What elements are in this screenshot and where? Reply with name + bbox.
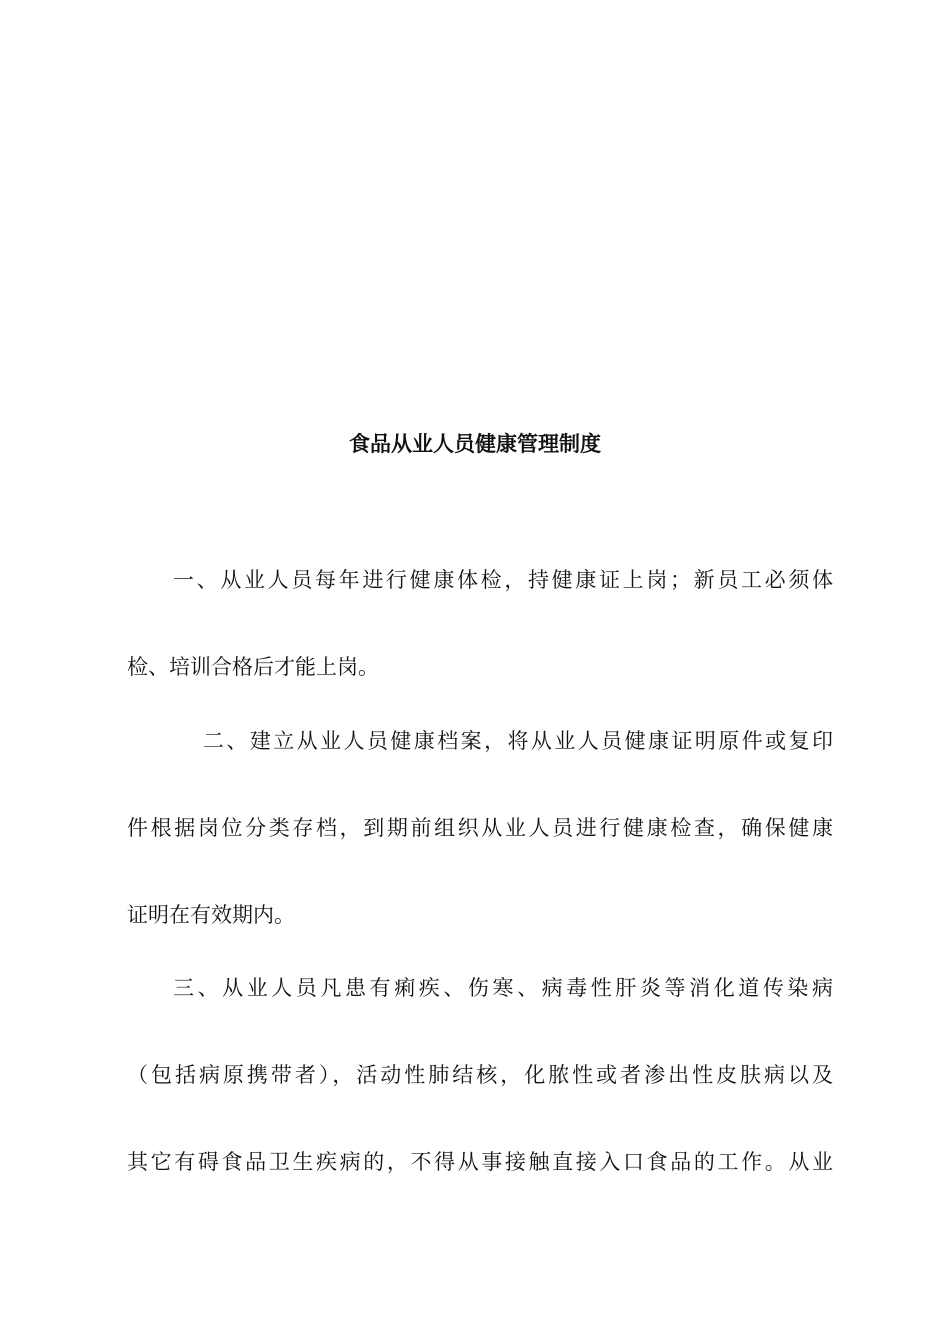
paragraph-3-line-2: （包括病原携带者），活动性肺结核，化脓性或者渗出性皮肤病以及 <box>127 1063 833 1087</box>
paragraph-2-line-2: 件根据岗位分类存档，到期前组织从业人员进行健康检查，确保健康 <box>127 816 833 840</box>
paragraph-1-line-2: 检、培训合格后才能上岗。 <box>127 655 379 679</box>
paragraph-2-line-3: 证明在有效期内。 <box>127 903 295 927</box>
paragraph-1-line-1: 一、从业人员每年进行健康体检，持健康证上岗；新员工必须体 <box>173 568 833 592</box>
paragraph-3-line-3: 其它有碍食品卫生疾病的，不得从事接触直接入口食品的工作。从业 <box>127 1150 833 1174</box>
paragraph-3-line-1: 三、从业人员凡患有痢疾、伤寒、病毒性肝炎等消化道传染病 <box>173 976 833 1000</box>
document-title: 食品从业人员健康管理制度 <box>349 432 601 456</box>
paragraph-2-line-1: 二、建立从业人员健康档案，将从业人员健康证明原件或复印 <box>203 729 833 753</box>
